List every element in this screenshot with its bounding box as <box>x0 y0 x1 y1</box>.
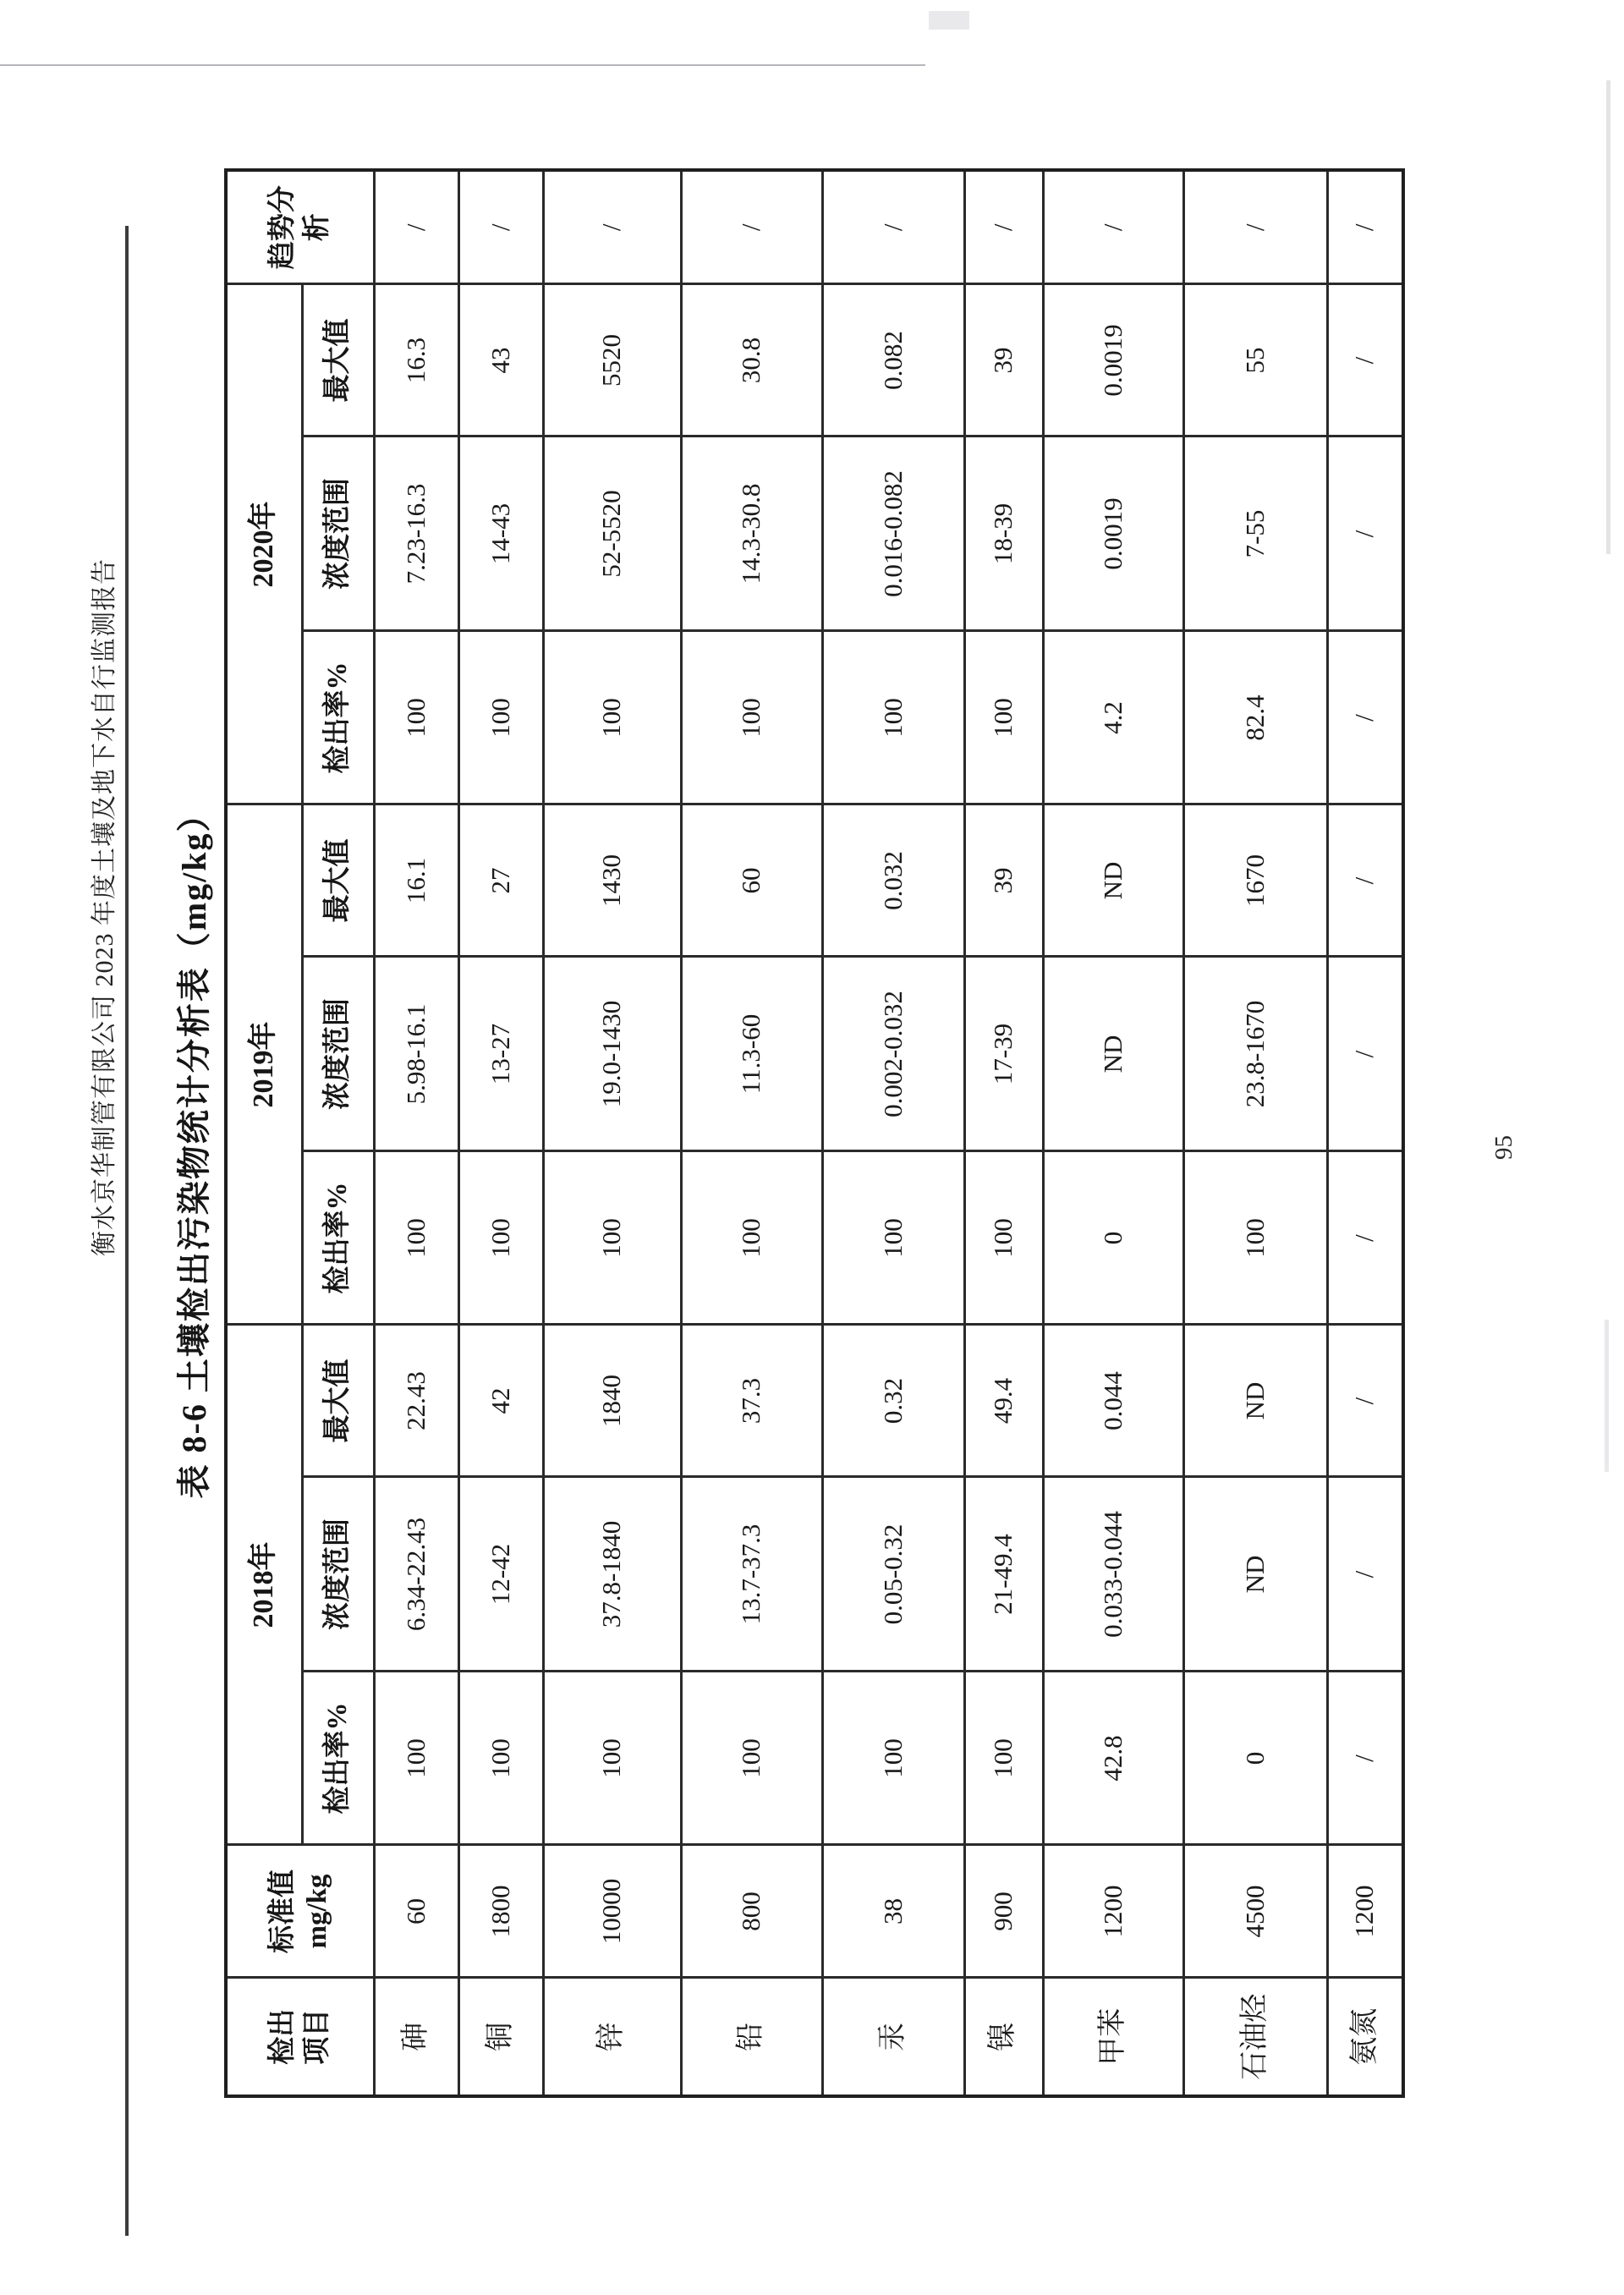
col-header-detect-rate: 检出率% <box>302 1151 374 1325</box>
table-cell: 16.1 <box>374 804 458 957</box>
table-cell: 100 <box>458 1672 543 1845</box>
report-header-text: 衡水京华制管有限公司 2023 年度土壤及地下水自行监测报告 <box>91 558 118 1256</box>
header-rule <box>125 226 129 2236</box>
table-cell: 23.8-1670 <box>1183 957 1327 1151</box>
page-number: 95 <box>1490 1135 1517 1160</box>
row-label: 汞 <box>822 1978 964 2096</box>
table-cell: 1840 <box>543 1325 681 1477</box>
table-cell: 10000 <box>543 1845 681 1978</box>
table-cell: 52-5520 <box>543 436 681 631</box>
col-header-detect-rate: 检出率% <box>302 631 374 804</box>
table-cell: / <box>1327 957 1403 1151</box>
table-cell: 17-39 <box>964 957 1043 1151</box>
table-cell: 100 <box>374 1672 458 1845</box>
table-cell: 14-43 <box>458 436 543 631</box>
table-row-toluene <box>1043 170 1183 2096</box>
table-cell: 100 <box>964 1151 1043 1325</box>
col-header-year-2019: 2019年 <box>226 804 302 1325</box>
table-row-zinc <box>543 170 681 2096</box>
table-cell: 100 <box>822 1151 964 1325</box>
table-cell: 16.3 <box>374 284 458 436</box>
table-cell: 60 <box>374 1845 458 1978</box>
table-cell: / <box>1327 631 1403 804</box>
table-row-arsenic <box>374 170 458 2096</box>
col-header-conc-range: 浓度范围 <box>302 957 374 1151</box>
table-cell: 1200 <box>1043 1845 1183 1978</box>
table-cell: ND <box>1183 1325 1327 1477</box>
table-cell: ND <box>1043 957 1183 1151</box>
col-header-standard-line1: 标准值 <box>266 1869 298 1953</box>
table-cell: / <box>543 170 681 284</box>
col-header-max-value: 最大值 <box>302 1325 374 1477</box>
table-cell: 100 <box>543 1151 681 1325</box>
table-cell: ND <box>1043 804 1183 957</box>
col-header-year-2018: 2018年 <box>226 1325 302 1845</box>
table-cell: 18-39 <box>964 436 1043 631</box>
col-header-max-value: 最大值 <box>302 804 374 957</box>
table-row-copper <box>458 170 543 2096</box>
table-cell: 0.0019 <box>1043 436 1183 631</box>
table-cell: 1670 <box>1183 804 1327 957</box>
row-label: 甲苯 <box>1043 1978 1183 2096</box>
table-cell: / <box>1043 170 1183 284</box>
table-cell: 5.98-16.1 <box>374 957 458 1151</box>
table-cell: 38 <box>822 1845 964 1978</box>
table-cell: 11.3-60 <box>681 957 822 1151</box>
table-cell: 13.7-37.3 <box>681 1477 822 1672</box>
table-cell: 100 <box>964 1672 1043 1845</box>
col-header-standard-line2: mg/kg <box>301 1874 332 1949</box>
table-cell: 900 <box>964 1845 1043 1978</box>
row-label: 氨氮 <box>1327 1978 1403 2096</box>
table-cell: 30.8 <box>681 284 822 436</box>
col-header-item-line1: 检出 <box>266 2008 298 2065</box>
table-cell: 100 <box>543 631 681 804</box>
table-cell: 22.43 <box>374 1325 458 1477</box>
table-cell: 55 <box>1183 284 1327 436</box>
soil-pollutant-stats-table <box>224 168 1405 2098</box>
table-cell: / <box>1327 1151 1403 1325</box>
row-label: 镍 <box>964 1978 1043 2096</box>
table-cell: 42 <box>458 1325 543 1477</box>
table-cell: 0 <box>1183 1672 1327 1845</box>
table-cell: 0.016-0.082 <box>822 436 964 631</box>
table-cell: 100 <box>822 1672 964 1845</box>
table-cell: 100 <box>964 631 1043 804</box>
table-cell: / <box>1327 284 1403 436</box>
table-cell: / <box>681 170 822 284</box>
table-cell: 0.05-0.32 <box>822 1477 964 1672</box>
table-row-ammonia <box>1327 170 1403 2096</box>
table-cell: 39 <box>964 804 1043 957</box>
table-cell: ND <box>1183 1477 1327 1672</box>
table-cell: 1800 <box>458 1845 543 1978</box>
table-cell: 82.4 <box>1183 631 1327 804</box>
table-cell: 0 <box>1043 1151 1183 1325</box>
row-label: 锌 <box>543 1978 681 2096</box>
table-cell: 0.033-0.044 <box>1043 1477 1183 1672</box>
table-cell: / <box>1327 1672 1403 1845</box>
table-cell: 7-55 <box>1183 436 1327 631</box>
table-cell: 4.2 <box>1043 631 1183 804</box>
table-header-row-years <box>226 170 302 2096</box>
table-cell: 1430 <box>543 804 681 957</box>
row-label: 铅 <box>681 1978 822 2096</box>
table-cell: / <box>1327 436 1403 631</box>
col-header-item <box>226 1978 374 2096</box>
table-title: 表 8-6 土壤检出污染物统计分析表（mg/kg） <box>175 796 213 1499</box>
row-label: 石油烃 <box>1183 1978 1327 2096</box>
table-cell: / <box>374 170 458 284</box>
table-cell: 100 <box>543 1672 681 1845</box>
table-cell: / <box>1183 170 1327 284</box>
table-cell: 1200 <box>1327 1845 1403 1978</box>
table-cell: 0.082 <box>822 284 964 436</box>
table-cell: 4500 <box>1183 1845 1327 1978</box>
table-cell: / <box>822 170 964 284</box>
col-header-year-2020: 2020年 <box>226 284 302 804</box>
table-row-mercury <box>822 170 964 2096</box>
table-cell: 100 <box>681 1151 822 1325</box>
table-cell: / <box>458 170 543 284</box>
table-cell: 100 <box>458 631 543 804</box>
table-header-row-sub <box>302 170 374 2096</box>
table-cell: 21-49.4 <box>964 1477 1043 1672</box>
table-cell: / <box>1327 170 1403 284</box>
table-cell: 0.044 <box>1043 1325 1183 1477</box>
col-header-conc-range: 浓度范围 <box>302 1477 374 1672</box>
table-cell: 6.34-22.43 <box>374 1477 458 1672</box>
table-row-nickel <box>964 170 1043 2096</box>
table-cell: 27 <box>458 804 543 957</box>
table-cell: 43 <box>458 284 543 436</box>
col-header-standard <box>226 1845 374 1978</box>
table-cell: 60 <box>681 804 822 957</box>
table-cell: 39 <box>964 284 1043 436</box>
col-header-max-value: 最大值 <box>302 284 374 436</box>
table-cell: 0.32 <box>822 1325 964 1477</box>
table-cell: 13-27 <box>458 957 543 1151</box>
table-cell: 100 <box>681 631 822 804</box>
table-cell: 100 <box>1183 1151 1327 1325</box>
col-header-conc-range: 浓度范围 <box>302 436 374 631</box>
table-cell: 100 <box>458 1151 543 1325</box>
table-cell: 100 <box>374 631 458 804</box>
table-cell: 12-42 <box>458 1477 543 1672</box>
table-cell: / <box>1327 1325 1403 1477</box>
table-cell: 0.0019 <box>1043 284 1183 436</box>
table-cell: 5520 <box>543 284 681 436</box>
table-cell: 42.8 <box>1043 1672 1183 1845</box>
table-cell: 0.032 <box>822 804 964 957</box>
table-cell: 100 <box>822 631 964 804</box>
col-header-item-line2: 项目 <box>301 2008 332 2065</box>
table-cell: 19.0-1430 <box>543 957 681 1151</box>
table-cell: 100 <box>374 1151 458 1325</box>
table-cell: / <box>964 170 1043 284</box>
table-cell: / <box>1327 1477 1403 1672</box>
col-header-detect-rate: 检出率% <box>302 1672 374 1845</box>
table-cell: 800 <box>681 1845 822 1978</box>
table-cell: 7.23-16.3 <box>374 436 458 631</box>
table-cell: 37.3 <box>681 1325 822 1477</box>
table-cell: 37.8-1840 <box>543 1477 681 1672</box>
row-label: 铜 <box>458 1978 543 2096</box>
table-cell: 49.4 <box>964 1325 1043 1477</box>
table-cell: 14.3-30.8 <box>681 436 822 631</box>
table-cell: 100 <box>681 1672 822 1845</box>
table-row-lead <box>681 170 822 2096</box>
row-label: 砷 <box>374 1978 458 2096</box>
table-cell: 0.002-0.032 <box>822 957 964 1151</box>
table-row-petroleum <box>1183 170 1327 2096</box>
table-cell: / <box>1327 804 1403 957</box>
col-header-trend: 趋势分析 <box>226 170 374 284</box>
